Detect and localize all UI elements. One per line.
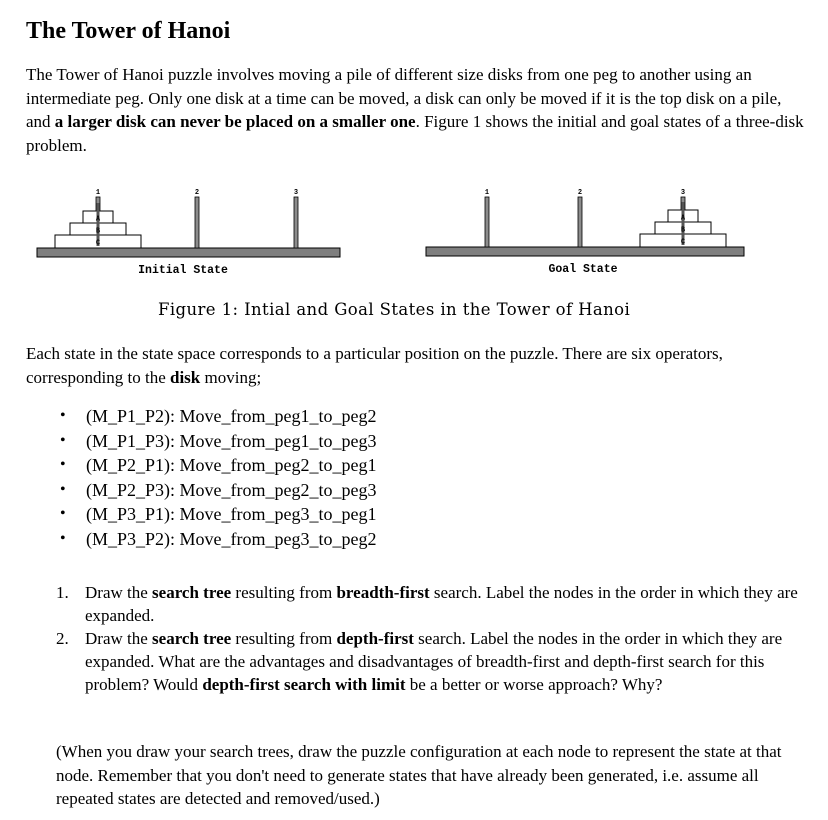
initial-peg-1-label: 1 <box>95 189 101 197</box>
operator-list <box>60 404 376 551</box>
initial-disk-a-label: A <box>95 215 101 224</box>
initial-peg-3 <box>294 197 298 248</box>
goal-disk-a-label: A <box>680 214 686 223</box>
intro-text-1: The Tower of Hanoi puzzle involves moving a pile of different size disks from one peg to another using an intermediate peg. Only one disk at a time can be moved, a disk can only be moved if it is the top disk on a pile, and <box>26 65 782 131</box>
question-number: 2. <box>56 629 69 648</box>
state-bold-disk: disk <box>170 367 201 387</box>
initial-peg-2 <box>195 197 199 248</box>
goal-state-label: Goal State <box>548 263 618 276</box>
question-bold: search tree <box>152 629 232 648</box>
state-text-2: moving; <box>200 367 262 387</box>
goal-disk-c-label: C <box>680 238 686 247</box>
state-text-1: Each state in the state space corresponds to a particular position on the puzzle. There are six operators, corresponding to the <box>26 344 723 387</box>
goal-peg-2-label: 2 <box>577 189 583 197</box>
question-text: resulting from <box>231 583 337 602</box>
operator-text: (M_P2_P1): Move_from_peg2_to_peg1 <box>86 455 377 475</box>
question-text: search. Label the nodes in the order in which they are expanded. What are the advantages and disadvantages of breadth-first and depth-first search for this problem? Would <box>85 629 783 694</box>
operator-item <box>60 502 376 527</box>
initial-state-diagram <box>37 189 340 277</box>
operator-item <box>60 453 376 478</box>
bullet-icon: • <box>60 505 66 522</box>
operator-item <box>60 404 376 429</box>
bullet-icon: • <box>60 431 66 449</box>
figure-caption: Figure 1: Intial and Goal States in the Tower of Hanoi <box>158 300 631 319</box>
goal-peg-2 <box>578 197 582 247</box>
question-bold: search tree <box>152 583 232 602</box>
initial-base <box>37 248 340 257</box>
operator-text: (M_P3_P1): Move_from_peg3_to_peg1 <box>86 504 377 524</box>
operator-item <box>60 478 376 503</box>
goal-disk-b-label: B <box>680 226 686 235</box>
bullet-icon: • <box>60 529 66 547</box>
question-item-1 <box>56 581 808 627</box>
initial-state-label: Initial State <box>138 264 228 277</box>
intro-paragraph <box>26 63 804 157</box>
bullet-icon: • <box>60 407 66 424</box>
operator-item <box>60 429 376 454</box>
bullet-icon: • <box>60 480 66 498</box>
initial-peg-2-label: 2 <box>194 189 200 197</box>
note-paragraph: (When you draw your search trees, draw the puzzle configuration at each node to represent the state at that node. Remember that you don't need to generate states that have already been generated, i.e. assume all repeated states are detected and removed/used.) <box>56 742 782 808</box>
operator-item <box>60 527 376 552</box>
question-text: be a better or worse approach? Why? <box>405 675 663 694</box>
operator-text: (M_P1_P2): Move_from_peg1_to_peg2 <box>86 406 377 426</box>
goal-peg-1-label: 1 <box>484 189 490 197</box>
page-title: The Tower of Hanoi <box>26 18 231 44</box>
goal-state-diagram <box>426 189 744 276</box>
question-bold: depth-first search with limit <box>202 675 406 694</box>
question-text: search. Label the nodes in the order in which they are expanded. <box>85 583 798 625</box>
question-text: resulting from <box>231 629 337 648</box>
question-bold: depth-first <box>336 629 414 648</box>
bullet-icon: • <box>60 456 66 473</box>
initial-peg-3-label: 3 <box>293 189 299 197</box>
hanoi-figure <box>30 180 750 285</box>
goal-peg-3-label: 3 <box>680 189 686 197</box>
question-text: Draw the <box>85 583 153 602</box>
operator-text: (M_P3_P2): Move_from_peg3_to_peg2 <box>86 528 377 549</box>
question-bold: breadth-first <box>336 583 430 602</box>
intro-bold-rule: a larger disk can never be placed on a smaller one <box>54 112 416 131</box>
question-number: 1. <box>56 583 69 602</box>
question-item-2 <box>56 627 808 696</box>
goal-base <box>426 247 744 256</box>
hanoi-diagram <box>30 180 750 285</box>
operator-text: (M_P1_P3): Move_from_peg1_to_peg3 <box>86 430 377 451</box>
question-list <box>56 581 808 696</box>
goal-peg-1 <box>485 197 489 247</box>
operator-text: (M_P2_P3): Move_from_peg2_to_peg3 <box>86 479 377 500</box>
initial-disk-c-label: C <box>95 239 101 248</box>
question-text: Draw the <box>85 629 153 648</box>
intro-text-2: . Figure 1 shows the initial and goal states of a three-disk problem. <box>26 112 804 155</box>
state-space-paragraph <box>26 342 804 389</box>
initial-disk-b-label: B <box>95 227 101 236</box>
